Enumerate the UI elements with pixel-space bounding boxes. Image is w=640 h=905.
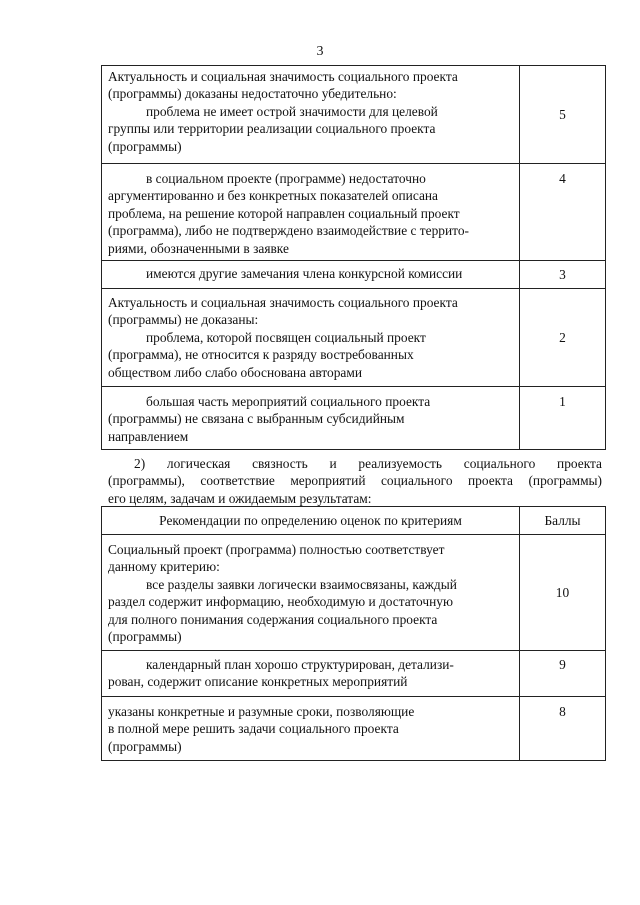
criteria-cell bbox=[102, 651, 520, 697]
score-cell: 8 bbox=[520, 697, 606, 761]
criteria-table-1 bbox=[101, 65, 606, 450]
table-row bbox=[102, 66, 606, 164]
criteria-line: риями, обозначенными в заявке bbox=[108, 240, 289, 256]
criteria-line: (программы) bbox=[108, 138, 182, 154]
criteria-line: проблема не имеет острой значимости для целевой bbox=[146, 103, 438, 119]
score-cell: 1 bbox=[520, 387, 606, 450]
criteria-line: группы или территории реализации социального проекта bbox=[108, 121, 436, 137]
criteria-line: для полного понимания содержания социального проекта bbox=[108, 611, 438, 627]
criteria-cell bbox=[102, 697, 520, 761]
criteria-line: Социальный проект (программа) полностью соответствует bbox=[108, 542, 445, 557]
criteria-line: все разделы заявки логически взаимосвязаны, каждый bbox=[146, 576, 457, 592]
table-header-row bbox=[102, 507, 606, 535]
criteria-cell bbox=[102, 66, 520, 164]
criteria-line: аргументированно и без конкретных показателей описана bbox=[108, 188, 439, 204]
header-criteria: Рекомендации по определению оценок по критериям bbox=[102, 507, 520, 535]
criteria-line: (программы) bbox=[108, 629, 182, 645]
table-row bbox=[102, 697, 606, 761]
table-row bbox=[102, 164, 606, 261]
criteria-cell bbox=[102, 289, 520, 387]
score-cell: 10 bbox=[520, 535, 606, 651]
criteria-line: данному критерию: bbox=[108, 559, 220, 575]
table-row bbox=[102, 651, 606, 697]
paragraph-line: (программы), соответствие мероприятий социального проекта (программы) bbox=[108, 473, 602, 489]
score-cell: 4 bbox=[520, 164, 606, 261]
criteria-line: (программа), не относится к разряду востребованных bbox=[108, 347, 414, 363]
criteria-cell bbox=[102, 261, 520, 289]
criteria-line: большая часть мероприятий социального проекта bbox=[146, 394, 431, 410]
table-row bbox=[102, 535, 606, 651]
criteria-cell bbox=[102, 164, 520, 261]
criteria-cell bbox=[102, 387, 520, 450]
table-row bbox=[102, 387, 606, 450]
criteria-line: календарный план хорошо структурирован, детализи- bbox=[146, 657, 454, 672]
criteria-line: (программы) не доказаны: bbox=[108, 312, 259, 328]
criteria-line: в полной мере решить задачи социального проекта bbox=[108, 721, 399, 737]
criteria-line: имеются другие замечания члена конкурсной комиссии bbox=[146, 266, 463, 282]
header-points: Баллы bbox=[520, 507, 606, 535]
criteria-line: обществом либо слабо обоснована авторами bbox=[108, 364, 362, 380]
criteria-line: указаны конкретные и разумные сроки, позволяющие bbox=[108, 704, 415, 719]
paragraph-line: 2) логическая связность и реализуемость социального проекта bbox=[134, 456, 602, 471]
criteria-table-2 bbox=[101, 506, 606, 761]
criteria-line: Актуальность и социальная значимость социального проекта bbox=[108, 295, 458, 311]
criteria-line: проблема, которой посвящен социальный проект bbox=[146, 329, 426, 345]
criteria-line: (программа), либо не подтверждено взаимодействие с террито- bbox=[108, 223, 469, 239]
paragraph-line: его целям, задачам и ожидаемым результатам: bbox=[108, 490, 372, 506]
criteria-line: раздел содержит информацию, необходимую и достаточную bbox=[108, 594, 453, 610]
criteria-line: в социальном проекте (программе) недостаточно bbox=[146, 171, 426, 186]
score-cell: 5 bbox=[520, 66, 606, 164]
table-row bbox=[102, 261, 606, 289]
score-cell: 2 bbox=[520, 289, 606, 387]
criteria-line: Актуальность и социальная значимость социального проекта bbox=[108, 69, 458, 84]
criteria-line: (программы) доказаны недостаточно убедительно: bbox=[108, 86, 397, 102]
criteria-line: проблема, на решение которой направлен социальный проект bbox=[108, 205, 460, 221]
page-number: 3 bbox=[316, 44, 324, 59]
score-cell: 9 bbox=[520, 651, 606, 697]
criteria-line: (программы) bbox=[108, 738, 182, 754]
criteria-line: (программы) не связана с выбранным субсидийным bbox=[108, 411, 405, 427]
score-cell: 3 bbox=[520, 261, 606, 289]
table-row bbox=[102, 289, 606, 387]
criteria-line: направлением bbox=[108, 428, 189, 444]
section-paragraph bbox=[108, 455, 602, 507]
criteria-line: рован, содержит описание конкретных мероприятий bbox=[108, 674, 408, 690]
criteria-cell bbox=[102, 535, 520, 651]
